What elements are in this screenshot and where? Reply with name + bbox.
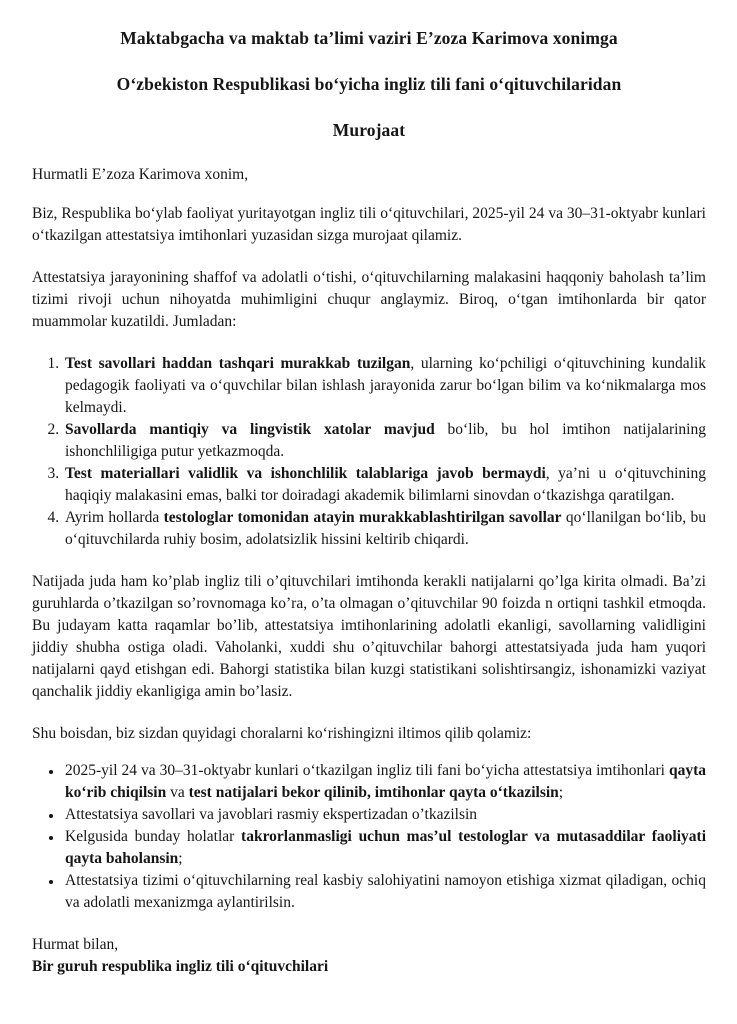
paragraph-results: Natijada juda ham ko’plab ingliz tili o’qituvchilari imtihonda kerakli natijalarni qo’lga kirita olmadi. Ba’zi guruhlarda o’tkazilgan so’rovnomaga ko’ra, o’ta olmagan o’qituvchilar 90 foizda n ortiqni tashkil etmoqda. Bu judayam katta raqamlar bo’lib, attestatsiya imtihonlarining adolatli ekanligi, savollarning validligini jiddiy shubha ostiga oladi. Vaholanki, xuddi shu o’qituvchilar bahorgi attestatsiyada juda ham yuqori natijalarni qayd etishgan edi. Bahorgi statistika bilan kuzgi statistikani solishtirsangiz, ishonamizki vaziyat qanchalik jiddiy ekanligiga amin bo’lasiz. [32, 573, 706, 700]
issue-4-bold-text: testologlar tomonidan atayin murakkablashtirilgan savollar [163, 509, 562, 526]
demand-2-text: Attestatsiya savollari va javoblari rasmiy ekspertizadan o’tkazilsin [65, 806, 478, 823]
paragraph-context: Attestatsiya jarayonining shaffof va adolatli oʻtishi, oʻqituvchilarning malakasini haqqoniy baholash ta’lim tizimi rivoji uchun nihoyatda muhimligini chuqur anglaymiz. Biroq, oʻtgan imtihonlarda bir qator muammolar kuzatildi. Jumladan: [32, 269, 706, 330]
paragraph-request-intro: Shu boisdan, biz sizdan quyidagi choralarni koʻrishingizni iltimos qilib qolamiz: [32, 725, 532, 742]
demand-3-end-text: ; [178, 850, 183, 867]
demand-3-lead-text: Kelgusida bunday holatlar [65, 828, 242, 845]
demand-item-1 [63, 760, 706, 804]
issue-4-rest-text: qoʻllanilgan boʻlib, bu oʻqituvchilarda ruhiy bosim, adolatsizlik hissini keltirib chiqardi. [65, 509, 706, 548]
demands-bullet-list [32, 760, 706, 914]
demand-1-mid-text: va [166, 784, 189, 801]
issue-2-bold-text: Savollarda mantiqiy va lingvistik xatolar mavjud [65, 421, 435, 438]
letter-title-block [32, 16, 706, 142]
issue-item-2 [63, 419, 706, 463]
issue-item-3 [63, 463, 706, 507]
signature-line: Bir guruh respublika ingliz tili oʻqituvchilari [32, 958, 329, 975]
issue-4-lead-text: Ayrim hollarda [65, 509, 164, 526]
demand-1-lead-text: 2025-yil 24 va 30–31-oktyabr kunlari oʻtkazilgan ingliz tili fani boʻyicha attestatsiya imtihonlari [65, 762, 669, 779]
demand-item-2 [63, 804, 706, 826]
issues-numbered-list [32, 353, 706, 551]
title-line-addressee: Maktabgacha va maktab ta’limi vaziri E’zoza Karimova xonimga [120, 28, 618, 48]
issue-1-rest-text: , ularning koʻpchiligi oʻqituvchining kundalik pedagogik faoliyati va oʻquvchilar bilan ishlash jarayonida zarur boʻlgan bilim va koʻnikmalarga mos kelmaydi. [65, 355, 706, 416]
issue-1-bold-text: Test savollari haddan tashqari murakkab tuzilgan [65, 355, 411, 372]
paragraph-intro: Biz, Respublika boʻylab faoliyat yuritayotgan ingliz tili oʻqituvchilari, 2025-yil 24 va 30–31-oktyabr kunlari oʻtkazilgan attestatsiya imtihonlari yuzasidan sizga murojaat qilamiz. [32, 205, 706, 244]
salutation: Hurmatli E’zoza Karimova xonim, [32, 166, 249, 183]
issue-2-rest-text: boʻlib, bu hol imtihon natijalarining ishonchliligiga putur yetkazmoqda. [65, 421, 706, 460]
closing-line: Hurmat bilan, [32, 936, 119, 953]
issue-3-rest-text: , ya’ni u oʻqituvchining haqiqiy malakasini emas, balki tor doiradagi akademik bilimlarni sinovdan oʻtkazishga qaratilgan. [65, 465, 706, 504]
title-line-murojaat: Murojaat [332, 120, 406, 140]
demand-item-4 [63, 870, 706, 914]
title-line-senders: Oʻzbekiston Respublikasi boʻyicha ingliz tili fani oʻqituvchilaridan [116, 74, 622, 94]
demand-1-bold-text-1: qayta koʻrib chiqilsin [65, 762, 706, 801]
issue-item-1 [63, 353, 706, 419]
issue-item-4 [63, 507, 706, 551]
demand-item-3 [63, 826, 706, 870]
issue-3-bold-text: Test materiallari validlik va ishonchlilik talablariga javob bermaydi [65, 465, 546, 482]
letter-body [32, 164, 706, 978]
demand-1-bold-text-2: test natijalari bekor qilinib, imtihonlar qayta oʻtkazilsin [188, 784, 559, 801]
demand-3-bold-text: takrorlanmasligi uchun mas’ul testologlar va mutasaddilar faoliyati qayta baholansin [65, 828, 706, 867]
demand-1-end-text: ; [558, 784, 564, 801]
demand-4-text: Attestatsiya tizimi oʻqituvchilarning real kasbiy salohiyatini namoyon etishiga xizmat qiladigan, ochiq va adolatli mexanizmga aylantirilsin. [65, 872, 706, 911]
